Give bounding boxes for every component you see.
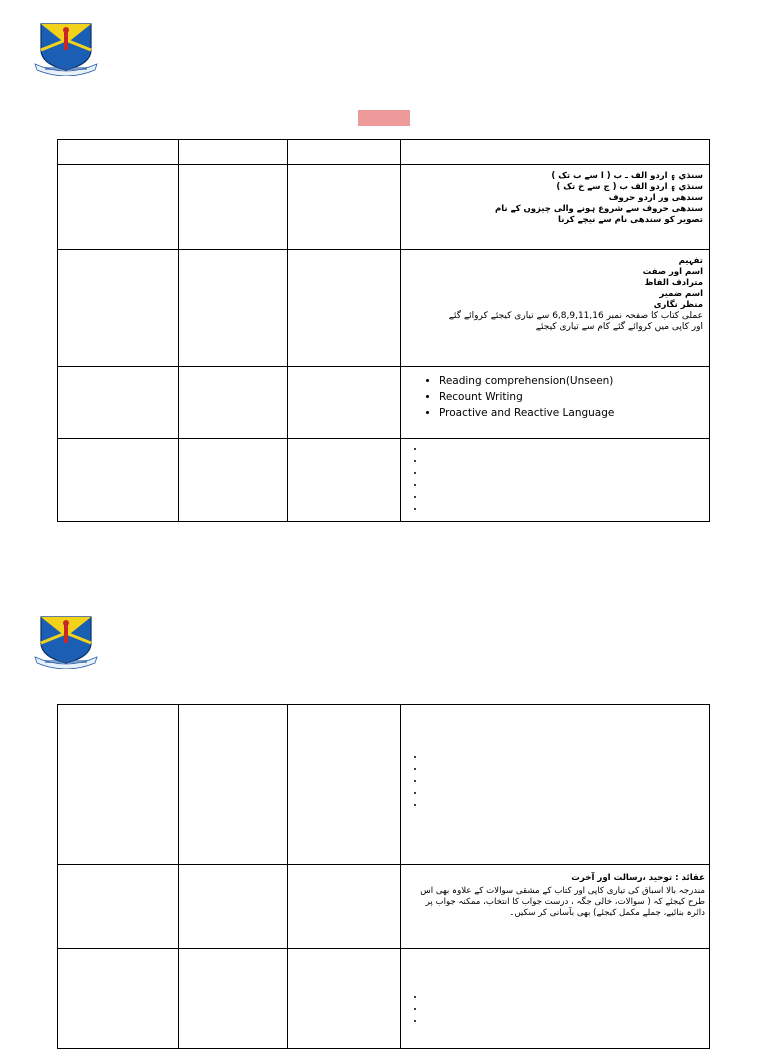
topic-line: مترادف الفاظ: [644, 278, 703, 288]
header-cell: [179, 140, 288, 165]
urdu-topics-cell: [401, 250, 710, 367]
school-crest-icon: [33, 20, 99, 76]
empty-bullets-cell: [401, 439, 710, 522]
list-item: [425, 799, 709, 811]
topic-line: سندھی ور اردو حروف: [608, 193, 703, 203]
english-topics-cell: [401, 367, 710, 439]
school-crest-icon: [33, 613, 99, 669]
list-item: • Reading comprehension(Unseen): [439, 373, 709, 389]
islamiat-topics-cell: [401, 865, 710, 949]
topic-line: سندھی حروف سے شروع ہونے والی چیزوں کے نام: [495, 204, 703, 214]
table-header-row: [58, 140, 710, 165]
list-item: [425, 775, 709, 787]
list-item: [425, 491, 709, 503]
list-item: • Recount Writing: [439, 389, 709, 405]
list-item: • Proactive and Reactive Language: [439, 405, 709, 421]
topic-line: سنڌي ۽ اردو الف ب ( ج سے خ تک ): [556, 182, 703, 192]
list-item: [425, 1003, 709, 1015]
list-item: [425, 479, 709, 491]
table-row: [58, 705, 710, 865]
table-row: [58, 439, 710, 522]
header-cell: [401, 140, 710, 165]
topic-line: تفہیم: [678, 256, 703, 266]
list-item: [425, 455, 709, 467]
table-row: [58, 165, 710, 250]
sindhi-urdu-topics-cell: [401, 165, 710, 250]
topic-line: اسم اور صفت: [642, 267, 703, 277]
list-item: [425, 467, 709, 479]
topic-line: تصویر کو سندھی نام سے نیچے کرنا: [558, 215, 703, 225]
list-item: [425, 991, 709, 1003]
table-row: [58, 865, 710, 949]
topic-line: سنڌي ۽ اردو الف ـ ب ( ا سے ب تک ): [551, 171, 703, 181]
empty-bullets-cell: [401, 949, 710, 1049]
instruction-line: عملی کتاب کا صفحہ نمبر 6,8,9,11,16 سے تیاری کیجئے کروائے گئے: [448, 311, 703, 321]
table-row: [58, 949, 710, 1049]
empty-bullets-cell: [401, 705, 710, 865]
header-cell: [288, 140, 401, 165]
highlight-bar: [358, 110, 410, 126]
table-row: [58, 367, 710, 439]
list-item: [425, 763, 709, 775]
list-item: [425, 1015, 709, 1027]
schedule-table-1: [57, 139, 710, 522]
list-item: [425, 787, 709, 799]
topic-line: منظر نگاری: [653, 300, 703, 310]
header-cell: [58, 140, 179, 165]
topic-line: اسم ضمیر: [659, 289, 703, 299]
list-item: [425, 751, 709, 763]
list-item: [425, 443, 709, 455]
instruction-text: مندرجہ بالا اسباق کی تیاری کاپی اور کتاب کے مشقی سوالات کے علاوہ بھی اس طرح کیجئے کہ ( سوالات، خالی جگہ ، درست جواب کا انتخاب، ممکنہ جواب پر دائرہ بنائیے، جملے مکمل کیجئے) بھی بآسانی کر سکیں۔: [420, 886, 705, 918]
list-item: [425, 503, 709, 515]
schedule-table-2: [57, 704, 710, 1049]
instruction-line: اور کاپی میں کروائے گئے کام سے تیاری کیجئے: [535, 322, 703, 332]
table-row: [58, 250, 710, 367]
topic-heading: عقائد : توحید ،رسالت اور آخرت: [571, 873, 705, 883]
